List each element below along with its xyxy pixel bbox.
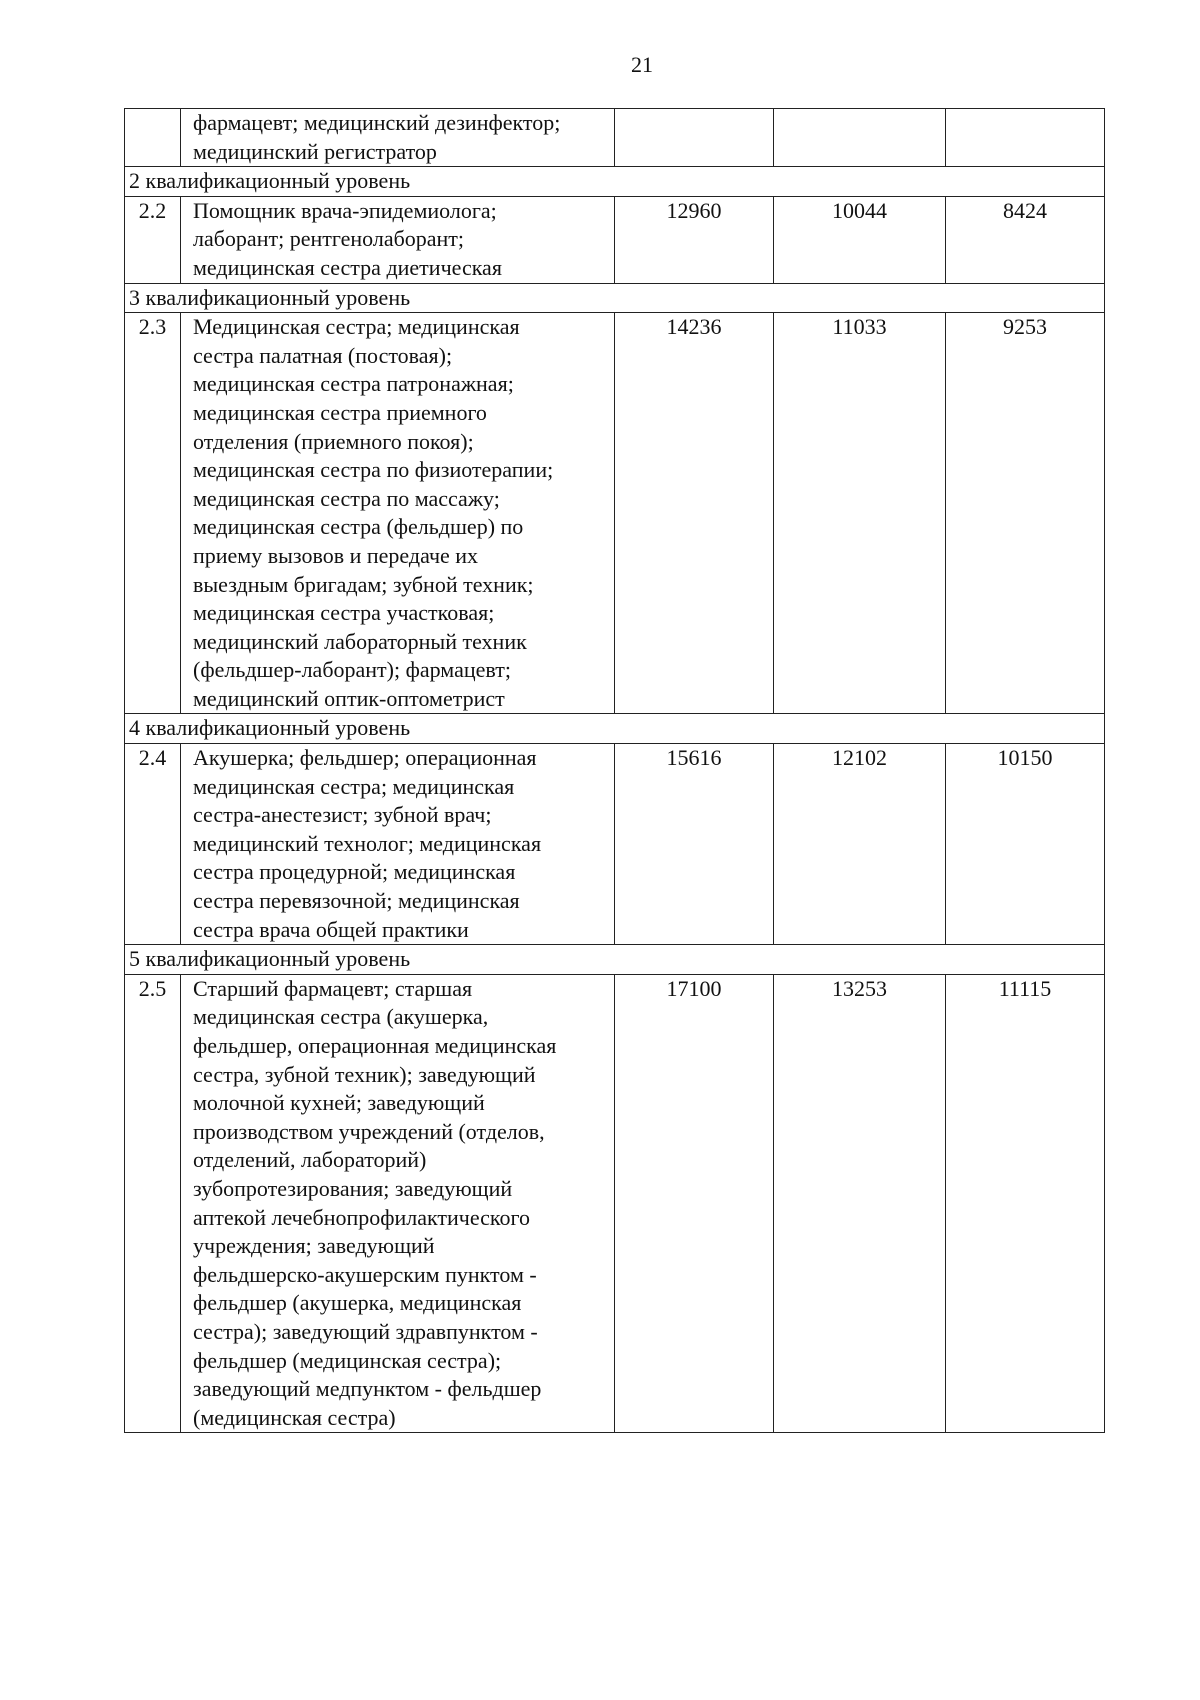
table-row (125, 196, 1105, 283)
value-cell-2: 10044 (774, 196, 946, 283)
position-line: фельдшер (акушерка, медицинская (193, 1290, 522, 1316)
position-line: молочной кухней; заведующий (193, 1090, 485, 1116)
position-line: фельдшерско-акушерским пунктом - (193, 1261, 537, 1287)
position-line: медицинский технолог; медицинская (193, 830, 542, 856)
value-cell-2: 13253 (774, 974, 946, 1433)
position-line: медицинский оптик-оптометрист (193, 685, 505, 711)
page-number: 21 (631, 52, 653, 77)
position-list-cell (181, 313, 615, 714)
position-line: медицинский регистратор (193, 138, 437, 164)
qualification-level-label: 2 квалификационный уровень (125, 167, 1105, 197)
position-line: сестра); заведующий здравпунктом - (193, 1318, 538, 1344)
salary-table-body (125, 109, 1105, 1433)
position-line: Старший фармацевт; старшая (193, 975, 473, 1001)
position-line: медицинская сестра патронажная; (193, 371, 514, 397)
position-list-cell (181, 744, 615, 945)
value-cell-2 (774, 109, 946, 167)
position-line: отделения (приемного покоя); (193, 428, 474, 454)
position-line: сестра палатная (постовая); (193, 342, 453, 368)
row-number-cell: 2.3 (125, 313, 181, 714)
position-line: медицинская сестра (акушерка, (193, 1004, 489, 1030)
position-line: лаборант; рентгенолаборант; (193, 226, 465, 252)
position-line: выездным бригадам; зубной техник; (193, 571, 534, 597)
value-cell-1: 14236 (615, 313, 774, 714)
value-cell-3: 8424 (946, 196, 1105, 283)
position-line: медицинская сестра по массажу; (193, 485, 500, 511)
value-cell-3: 10150 (946, 744, 1105, 945)
qualification-level-row (125, 283, 1105, 313)
position-line: Акушерка; фельдшер; операционная (193, 745, 537, 771)
position-list-cell (181, 109, 615, 167)
row-number-cell: 2.4 (125, 744, 181, 945)
value-cell-3 (946, 109, 1105, 167)
value-cell-1: 17100 (615, 974, 774, 1433)
position-line: Медицинская сестра; медицинская (193, 314, 520, 340)
position-line: сестра, зубной техник); заведующий (193, 1061, 536, 1087)
row-number-cell: 2.2 (125, 196, 181, 283)
position-line: отделений, лабораторий) (193, 1147, 427, 1173)
qualification-level-label: 4 квалификационный уровень (125, 714, 1105, 744)
value-cell-2: 12102 (774, 744, 946, 945)
qualification-level-row (125, 945, 1105, 975)
qualification-level-label: 3 квалификационный уровень (125, 283, 1105, 313)
position-line: зубопротезирования; заведующий (193, 1175, 513, 1201)
position-line: производством учреждений (отделов, (193, 1118, 545, 1144)
row-number-cell: 2.5 (125, 974, 181, 1433)
position-line: медицинская сестра приемного (193, 399, 487, 425)
table-row-continuation (125, 109, 1105, 167)
position-line: учреждения; заведующий (193, 1233, 435, 1259)
position-line: сестра перевязочной; медицинская (193, 888, 520, 914)
position-line: медицинская сестра (фельдшер) по (193, 514, 524, 540)
position-line: фельдшер (медицинская сестра); (193, 1347, 502, 1373)
position-line: сестра врача общей практики (193, 916, 469, 942)
value-cell-1: 15616 (615, 744, 774, 945)
position-line: фармацевт; медицинский дезинфектор; (193, 110, 561, 135)
qualification-level-row (125, 714, 1105, 744)
row-number-cell (125, 109, 181, 167)
position-line: медицинский лабораторный техник (193, 628, 527, 654)
position-line: медицинская сестра; медицинская (193, 773, 515, 799)
value-cell-1 (615, 109, 774, 167)
position-list-cell (181, 974, 615, 1433)
value-cell-3: 9253 (946, 313, 1105, 714)
position-line: (медицинская сестра) (193, 1404, 396, 1430)
table-row (125, 744, 1105, 945)
table-row (125, 974, 1105, 1433)
value-cell-1: 12960 (615, 196, 774, 283)
position-line: медицинская сестра диетическая (193, 254, 502, 280)
position-line: (фельдшер-лаборант); фармацевт; (193, 657, 511, 683)
position-line: медицинская сестра по физиотерапии; (193, 457, 554, 483)
position-list-cell (181, 196, 615, 283)
value-cell-2: 11033 (774, 313, 946, 714)
salary-table (124, 108, 1105, 1433)
position-line: аптекой лечебнопрофилактического (193, 1204, 530, 1230)
position-line: заведующий медпунктом - фельдшер (193, 1376, 542, 1402)
position-line: сестра процедурной; медицинская (193, 859, 516, 885)
position-line: Помощник врача-эпидемиолога; (193, 197, 497, 223)
qualification-level-label: 5 квалификационный уровень (125, 945, 1105, 975)
position-line: фельдшер, операционная медицинская (193, 1033, 557, 1058)
position-line: медицинская сестра участковая; (193, 600, 495, 626)
table-row (125, 313, 1105, 714)
value-cell-3: 11115 (946, 974, 1105, 1433)
qualification-level-row (125, 167, 1105, 197)
position-line: приему вызовов и передаче их (193, 542, 479, 568)
position-line: сестра-анестезист; зубной врач; (193, 802, 492, 828)
